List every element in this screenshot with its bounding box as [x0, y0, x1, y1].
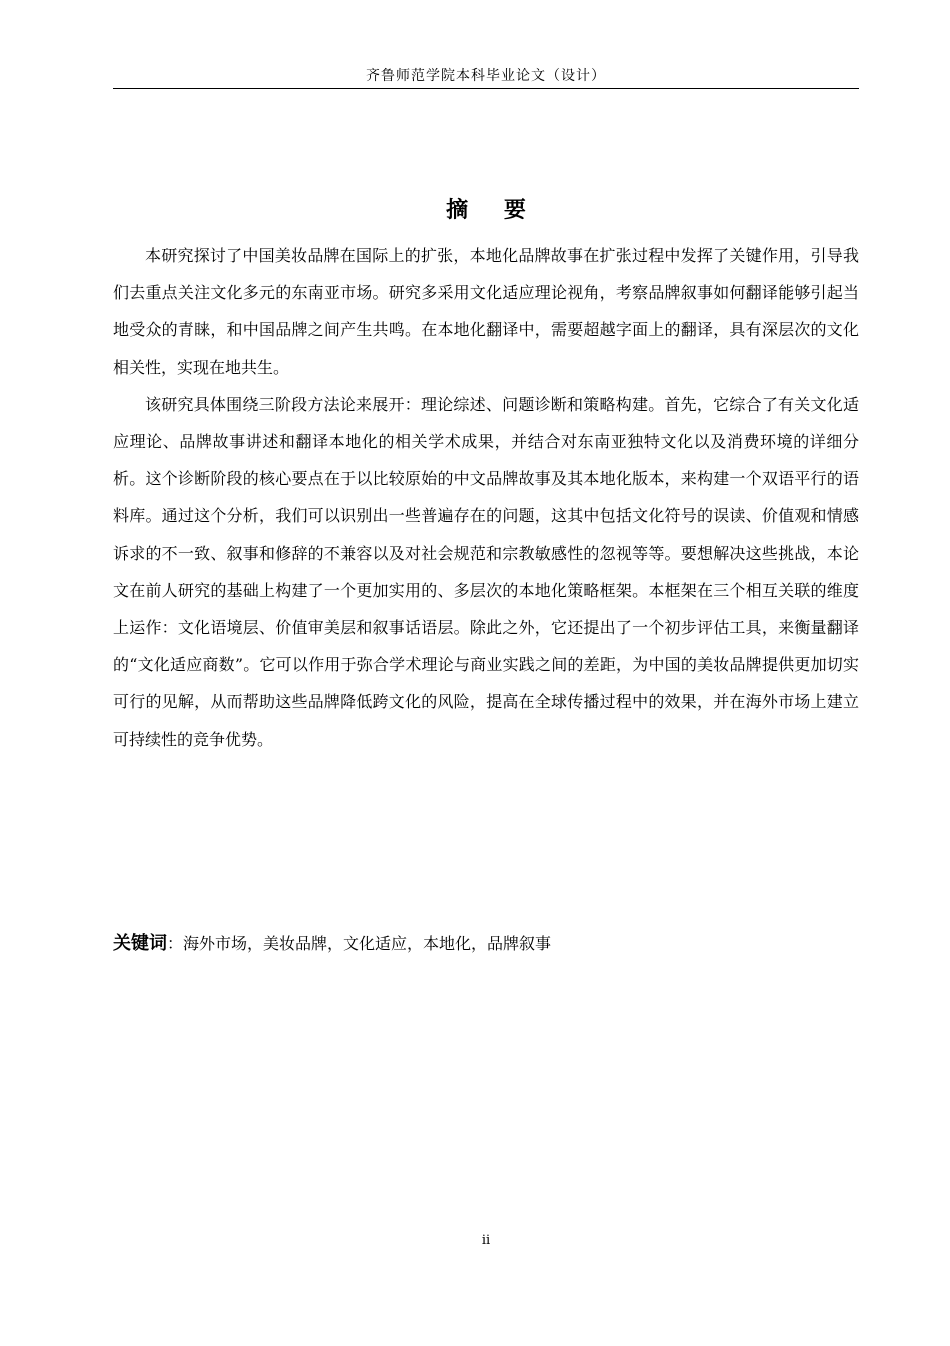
abstract-body	[113, 237, 859, 758]
abstract-paragraph: 该研究具体围绕三阶段方法论来展开：理论综述、问题诊断和策略构建。首先，它综合了有关文化适应理论、品牌故事讲述和翻译本地化的相关学术成果，并结合对东南亚独特文化以及消费环境的详细分析。这个诊断阶段的核心要点在于以比较原始的中文品牌故事及其本地化版本，来构建一个双语平行的语料库。通过这个分析，我们可以识别出一些普遍存在的问题，这其中包括文化符号的误读、价值观和情感诉求的不一致、叙事和修辞的不兼容以及对社会规范和宗教敏感性的忽视等等。要想解决这些挑战，本论文在前人研究的基础上构建了一个更加实用的、多层次的本地化策略框架。本框架在三个相互关联的维度上运作：文化语境层、价值审美层和叙事话语层。除此之外，它还提出了一个初步评估工具，来衡量翻译的“文化适应商数”。它可以作用于弥合学术理论与商业实践之间的差距，为中国的美妆品牌提供更加切实可行的见解，从而帮助这些品牌降低跨文化的风险，提高在全球传播过程中的效果，并在海外市场上建立可持续性的竞争优势。	[113, 394, 859, 749]
keywords-line	[113, 927, 859, 961]
page-number: ii	[481, 1233, 491, 1248]
abstract-paragraph: 本研究探讨了中国美妆品牌在国际上的扩张，本地化品牌故事在扩张过程中发挥了关键作用，引导我们去重点关注文化多元的东南亚市场。研究多采用文化适应理论视角，考察品牌叙事如何翻译能够引起当地受众的青睐，和中国品牌之间产生共鸣。在本地化翻译中，需要超越字面上的翻译，具有深层次的文化相关性，实现在地共生。	[113, 246, 859, 377]
header-divider	[113, 88, 859, 89]
keywords-separator: ：	[167, 934, 184, 953]
keywords-value: 海外市场，美妆品牌，文化适应，本地化，品牌叙事	[183, 934, 552, 953]
abstract-title: 摘 要	[446, 198, 540, 223]
running-header: 齐鲁师范学院本科毕业论文（设计）	[366, 68, 606, 84]
keywords-label: 关键词	[113, 933, 167, 954]
